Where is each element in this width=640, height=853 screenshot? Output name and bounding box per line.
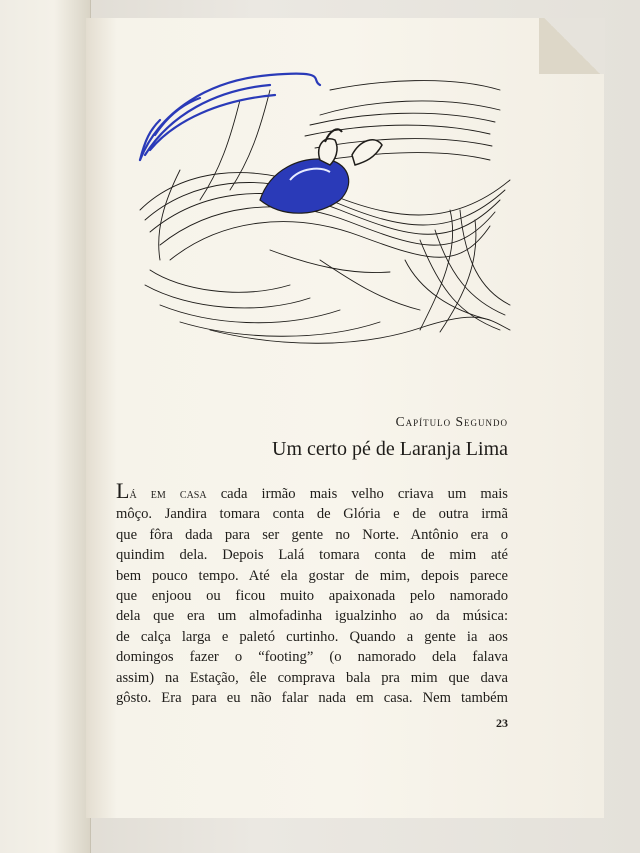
- lead-in-rest: á em casa: [129, 486, 207, 502]
- body-line: domingos fazer o “footing” (o namorado dela falava: [116, 649, 508, 666]
- left-page-edge: [0, 0, 91, 853]
- lead-in: [116, 478, 207, 503]
- page-number: 23: [496, 716, 508, 730]
- drop-cap: L: [116, 478, 130, 503]
- body-line: de calça larga e paletó curtinho. Quando a gente ia aos: [116, 628, 508, 645]
- chapter-title: Um certo pé de Laranja Lima: [272, 438, 508, 460]
- folded-corner: [539, 18, 605, 74]
- chapter-label: Capítulo Segundo: [395, 414, 508, 429]
- body-line: môço. Jandira tomara conta de Glória e de outra irmã: [116, 506, 508, 523]
- body-line-first: [116, 478, 508, 504]
- body-line: que enjoou ou ficou muito apaixonada pelo namorado: [116, 588, 508, 605]
- body-line: assim) na Estação, êle comprava bala pra mim que dava: [116, 669, 508, 686]
- body-line: que fôra dada para ser gente no Norte. Antônio era o: [116, 526, 508, 543]
- body-line: gôsto. Era para eu não falar nada em casa. Nem também: [116, 690, 508, 707]
- first-line-rest: cada irmão mais velho criava um mais: [206, 486, 508, 502]
- body-paragraph: [116, 478, 508, 708]
- body-line: quindim dela. Depois Lalá tomara conta de mim até: [116, 547, 508, 564]
- body-line: bem pouco tempo. Até ela gostar de mim, depois parece: [116, 567, 508, 584]
- chapter-illustration: [120, 60, 520, 350]
- body-line: dela que era um almofadinha igualzinho ao da música:: [116, 608, 508, 625]
